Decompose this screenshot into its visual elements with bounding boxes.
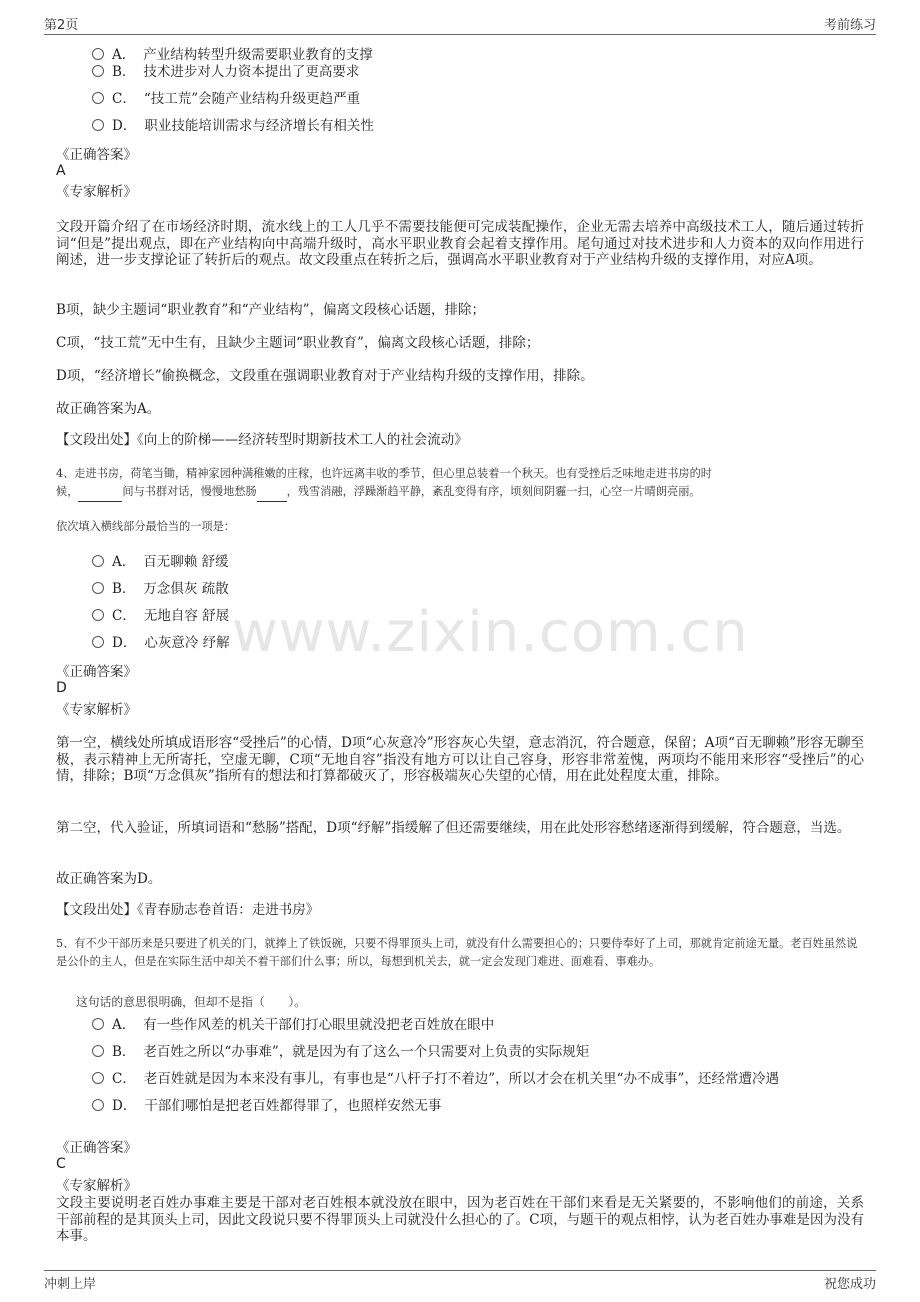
radio-icon[interactable] [92,582,104,594]
q4-source: 【文段出处】《青春励志卷首语：走进书房》 [56,902,320,918]
footer-right: 祝您成功 [823,1277,876,1292]
q3-source: 【文段出处】《向上的阶梯——经济转型时期新技术工人的社会流动》 [56,432,468,448]
q5-question: 这句话的意思很明确，但却不是指（ ）。 [76,995,307,1009]
blank-2[interactable] [257,483,287,502]
q4-prompt: 依次填入横线部分最恰当的一项是： [56,520,236,533]
q4-conclusion: 故正确答案为D。 [56,871,162,887]
radio-icon[interactable] [92,1018,104,1030]
page-number: 第2页 [44,18,79,33]
q3-option-a[interactable]: A． 产业结构转型升级需要职业教育的支撑 [92,46,373,64]
page-header [44,14,876,35]
radio-icon[interactable] [92,92,104,104]
radio-icon[interactable] [92,119,104,131]
q4-option-b[interactable]: B． 万念俱灰 疏散 [92,580,229,598]
q4-analysis-2: 第二空，代入验证，所填词语和“愁肠”搭配，D项“纾解”指缓解了但还需要继续，用在此处形容愁绪逐渐得到缓解，符合题意，当选。 [56,820,851,836]
q3-analysis-d: D项，“经济增长”偷换概念，文段重在强调职业教育对于产业结构升级的支撑作用，排除。 [56,368,594,384]
q4-option-d[interactable]: D． 心灰意冷 纾解 [92,634,230,652]
header-title: 考前练习 [823,18,876,33]
blank-1[interactable] [78,483,122,502]
radio-icon[interactable] [92,1072,104,1084]
radio-icon[interactable] [92,1099,104,1111]
q3-analysis-label: 《专家解析》 [56,184,137,200]
q3-option-d[interactable]: D． 职业技能培训需求与经济增长有相关性 [92,117,374,135]
q4-stem: 4、走进书房，荷笔当锄，精神家园种满稚嫩的庄稼，也许远离丰收的季节，但心里总装着一个秋天。也有受挫后乏味地走进书房的时 候， 间与书群对话，慢慢地愁肠 ，残雪消融，浮躁渐趋平静，紊乱变得有序，顷刻间阴霾一扫，心空一片晴朗亮丽。 [56,465,864,502]
q5-option-a[interactable]: A． 有一些作风差的机关干部们打心眼里就没把老百姓放在眼中 [92,1016,494,1034]
q4-option-c[interactable]: C． 无地自容 舒展 [92,607,229,625]
q5-stem: 5、有不少干部历来是只要进了机关的门，就捧上了铁饭碗，只要不得罪顶头上司，就没有什么需要担心的；只要侍奉好了上司，那就肯定前途无量。老百姓虽然说是公仆的主人，但是在实际生活中却关不着干部们什么事；所以，每想到机关去，就一定会发现门难进、面难看、事难办。 [56,937,858,968]
q3-analysis-c: C项，“技工荒”无中生有，且缺少主题词“职业教育”，偏离文段核心话题，排除； [56,335,540,351]
q5-analysis-label: 《专家解析》 [56,1178,137,1194]
q4-answer: D [56,680,67,696]
radio-icon[interactable] [92,555,104,567]
q3-conclusion: 故正确答案为A。 [56,401,161,417]
radio-icon[interactable] [92,609,104,621]
radio-icon[interactable] [92,65,104,77]
q3-option-b[interactable]: B． 技术进步对人力资本提出了更高要求 [92,63,359,81]
q5-option-b[interactable]: B． 老百姓之所以“办事难”，就是因为有了这么一个只需要对上负责的实际规矩 [92,1043,589,1061]
q3-answer: A [56,163,66,179]
radio-icon[interactable] [92,48,104,60]
q5-option-c[interactable]: C． 老百姓就是因为本来没有事儿，有事也是“八杆子打不着边”，所以才会在机关里“办不成事”，还经常遭冷遇 [92,1070,779,1088]
q4-analysis-1: 第一空，横线处所填成语形容“受挫后”的心情，D项“心灰意冷”形容灰心失望，意志消沉，符合题意，保留；A项“百无聊赖”形容无聊至极，表示精神上无所寄托，空虚无聊，C项“无地自容”指没有地方可以让自己容身，形容非常羞愧，两项均不能用来形容“受挫后”的心情，排除；B项“万念俱灰”指所有的想法和打算都破灭了，形容极端灰心失望的心情，用在此处程度太重，排除。 [56,735,864,784]
q4-analysis-label: 《专家解析》 [56,702,137,718]
watermark: www.zixin.com.cn [232,600,749,665]
page-footer [44,1270,876,1295]
q4-answer-label: 《正确答案》 [56,664,137,680]
q3-analysis-paragraph: 文段开篇介绍了在市场经济时期，流水线上的工人几乎不需要技能便可完成装配操作，企业无需去培养中高级技术工人，随后通过转折词“但是”提出观点，即在产业结构向中高端升级时，高水平职业教育会起着支撑作用。尾句通过对技术进步和人力资本的双向作用进行阐述，进一步支撑论证了转折后的观点。故文段重点在转折之后，强调高水平职业教育对于产业结构升级的支撑作用，对应A项。 [56,219,864,268]
q5-option-d[interactable]: D． 干部们哪怕是把老百姓都得罪了，也照样安然无事 [92,1097,441,1115]
q4-option-a[interactable]: A． 百无聊赖 舒缓 [92,553,229,571]
q3-option-c[interactable]: C． “技工荒”会随产业结构升级更趋严重 [92,90,360,108]
radio-icon[interactable] [92,1045,104,1057]
q5-analysis: 文段主要说明老百姓办事难主要是干部对老百姓根本就没放在眼中，因为老百姓在干部们来看是无关紧要的，不影响他们的前途，关系干部前程的是其顶头上司，因此文段说只要不得罪顶头上司就没什么担心的了。C项，与题干的观点相悖，认为老百姓办事难是因为没有本事。 [56,1195,864,1244]
q5-answer: C [56,1156,66,1172]
q3-answer-label: 《正确答案》 [56,147,137,163]
radio-icon[interactable] [92,636,104,648]
q5-answer-label: 《正确答案》 [56,1140,137,1156]
q3-analysis-b: B项，缺少主题词“职业教育”和“产业结构”，偏离文段核心话题，排除； [56,302,486,318]
footer-left: 冲刺上岸 [44,1277,97,1292]
